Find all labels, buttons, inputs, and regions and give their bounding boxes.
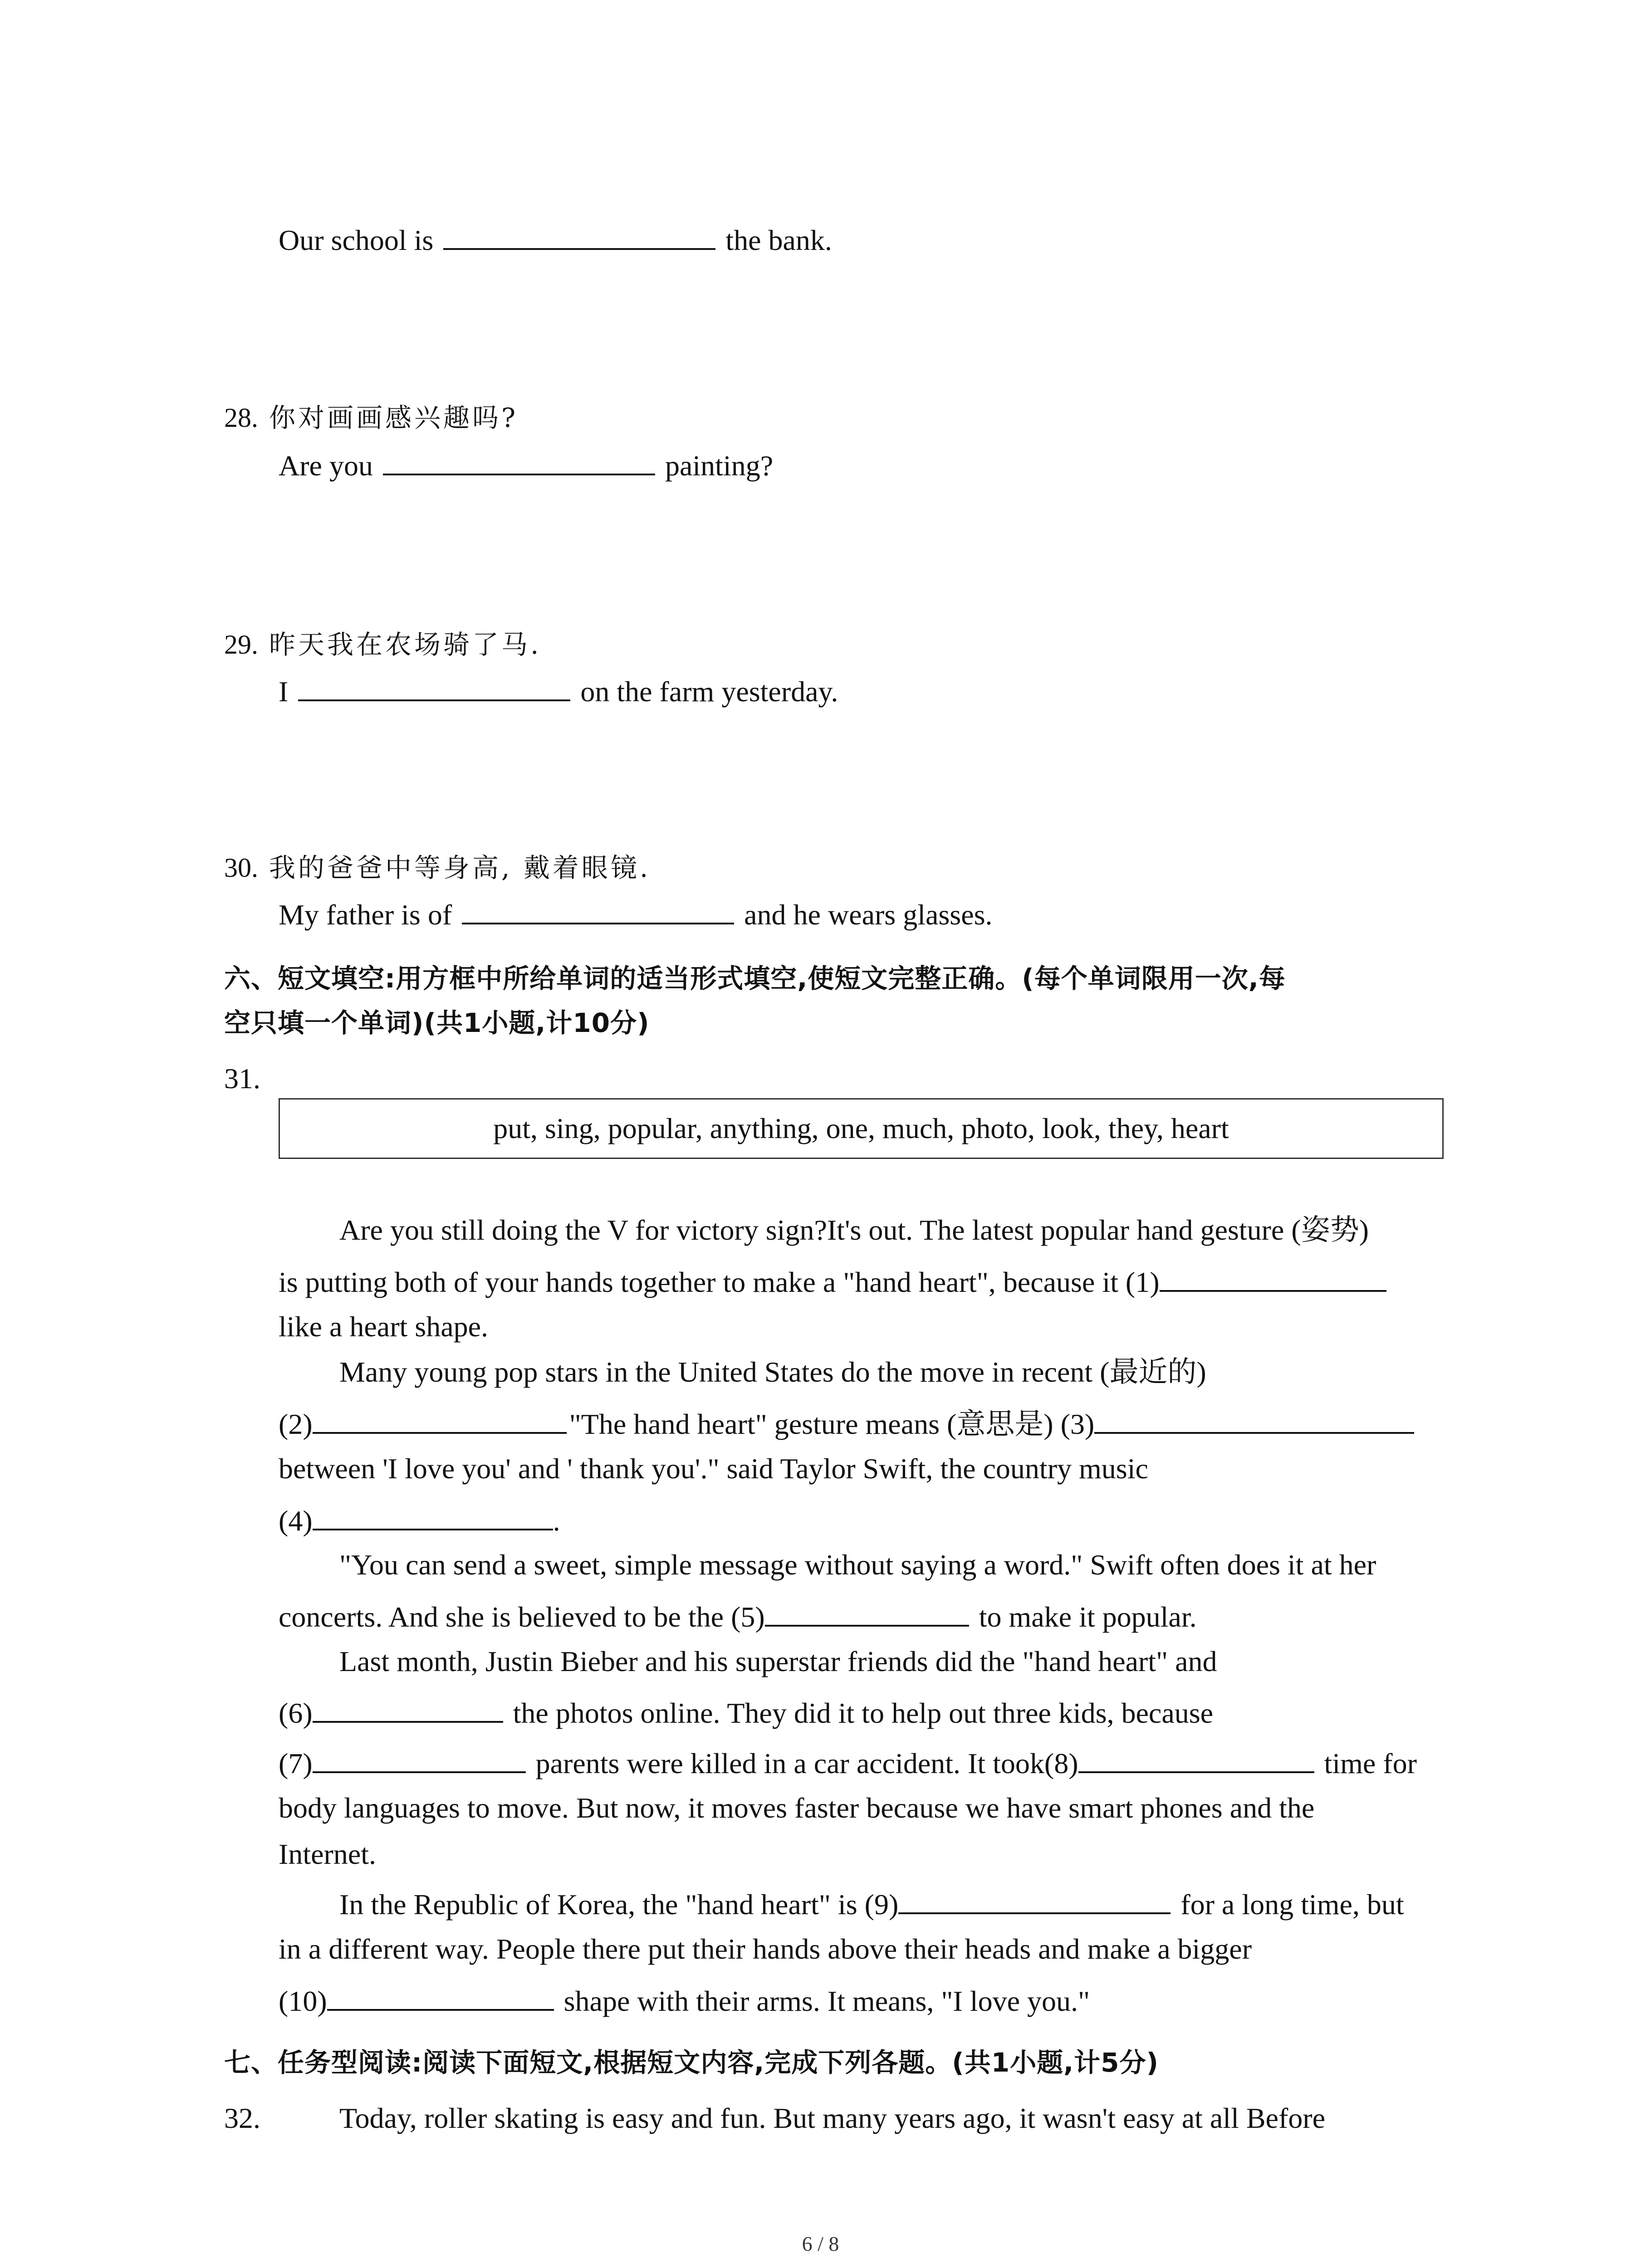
q29-before: I (279, 675, 289, 708)
passage-line-3: like a heart shape. (279, 1310, 488, 1343)
q28-chinese: 你对画画感兴趣吗? (269, 402, 519, 433)
q27-before: Our school is (279, 224, 434, 256)
blank-6[interactable] (313, 1696, 503, 1723)
q29-prompt (224, 630, 541, 659)
blank-4-label: (4) (279, 1505, 313, 1537)
passage-line-12-tail: time for (1324, 1747, 1417, 1779)
q32-text: Today, roller skating is easy and fun. But many years ago, it wasn't easy at all Before (339, 2102, 1325, 2134)
q29-chinese: 昨天我在农场骑了马. (269, 629, 542, 660)
q28-before: Are you (279, 450, 373, 482)
q27-answer-blank[interactable] (443, 224, 715, 250)
passage-line-15-text: In the Republic of Korea, the "hand heart" is (9) (339, 1888, 899, 1921)
blank-8[interactable] (1078, 1747, 1314, 1773)
blank-4[interactable] (313, 1504, 553, 1530)
q28-prompt (224, 403, 518, 432)
passage-line-1: Are you still doing the V for victory sign?It's out. The latest popular hand gesture (姿势) (339, 1214, 1369, 1246)
passage-line-12 (279, 1747, 1417, 1778)
page-number: 6 / 8 (802, 2232, 839, 2255)
passage-line-12-text: parents were killed in a car accident. It took(8) (535, 1747, 1078, 1779)
q30-number: 30. (224, 853, 258, 883)
passage-line-4: Many young pop stars in the United States do the move in recent (最近的) (339, 1356, 1206, 1388)
passage-line-5-text: "The hand heart" gesture means (意思是) (3) (569, 1408, 1095, 1440)
blank-7-label: (7) (279, 1747, 313, 1779)
q28-number: 28. (224, 403, 258, 433)
q29-number: 29. (224, 630, 258, 660)
passage-line-9 (279, 1600, 1197, 1632)
q29-answer-blank[interactable] (298, 675, 570, 701)
q30-after: and he wears glasses. (744, 899, 993, 931)
blank-2-label: (2) (279, 1408, 313, 1440)
blank-9[interactable] (898, 1888, 1171, 1914)
blank-5[interactable] (765, 1600, 969, 1627)
q30-chinese: 我的爸爸中等身高, 戴着眼镜. (269, 852, 651, 883)
passage-line-15-tail: for a long time, but (1181, 1888, 1404, 1921)
passage-line-17-text: shape with their arms. It means, "I love you." (563, 1985, 1090, 2017)
blank-4-period: . (553, 1505, 560, 1537)
q28-answer-blank[interactable] (383, 449, 655, 475)
passage-line-2 (279, 1266, 1389, 1297)
q29-english-line (279, 675, 838, 706)
q30-before: My father is of (279, 899, 452, 931)
passage-line-17 (279, 1984, 1090, 2016)
passage-line-5 (279, 1408, 1417, 1439)
q28-after: painting? (665, 450, 774, 482)
q30-prompt (224, 853, 651, 882)
q32-number: 32. (224, 2102, 260, 2134)
passage-line-9-text: concerts. And she is believed to be the (5) (279, 1601, 765, 1633)
passage-line-13: body languages to move. But now, it moves faster because we have smart phones and the (279, 1792, 1315, 1824)
passage-line-7 (279, 1504, 560, 1535)
blank-3[interactable] (1094, 1408, 1414, 1434)
word-box-text: put, sing, popular, anything, one, much, photo, look, they, heart (493, 1112, 1229, 1144)
passage-line-14: Internet. (279, 1838, 376, 1870)
blank-6-label: (6) (279, 1697, 313, 1729)
blank-7[interactable] (313, 1747, 526, 1773)
section6-heading-line2: 空只填一个单词)(共1小题,计10分) (224, 1007, 650, 1038)
passage-line-2-text: is putting both of your hands together to make a "hand heart", because it (1) (279, 1266, 1160, 1298)
blank-10[interactable] (327, 1984, 554, 2011)
q27-after: the bank. (725, 224, 832, 256)
q30-english-line (279, 898, 993, 929)
q27-english-line (279, 224, 832, 255)
q30-answer-blank[interactable] (462, 898, 734, 924)
passage-line-9-tail: to make it popular. (979, 1601, 1197, 1633)
passage-line-11 (279, 1696, 1213, 1728)
section7-heading: 七、任务型阅读:阅读下面短文,根据短文内容,完成下列各题。(共1小题,计5分) (224, 2047, 1159, 2078)
passage-line-16: in a different way. People there put their hands above their heads and make a bigger (279, 1933, 1252, 1965)
blank-10-label: (10) (279, 1985, 327, 2017)
q29-after: on the farm yesterday. (580, 675, 838, 708)
blank-1[interactable] (1160, 1266, 1386, 1292)
blank-2[interactable] (313, 1408, 567, 1434)
passage-line-10: Last month, Justin Bieber and his superstar friends did the "hand heart" and (339, 1645, 1217, 1677)
q28-english-line (279, 449, 773, 480)
word-box (279, 1098, 1444, 1159)
section6-heading-line1: 六、短文填空:用方框中所给单词的适当形式填空,使短文完整正确。(每个单词限用一次,每 (224, 963, 1286, 994)
passage-line-6: between 'I love you' and ' thank you'." said Taylor Swift, the country music (279, 1452, 1148, 1485)
passage-line-8: "You can send a sweet, simple message without saying a word." Swift often does it at her (339, 1549, 1376, 1581)
passage-line-15 (339, 1888, 1404, 1919)
passage-line-11-text: the photos online. They did it to help out three kids, because (513, 1697, 1214, 1729)
q31-number: 31. (224, 1062, 260, 1095)
